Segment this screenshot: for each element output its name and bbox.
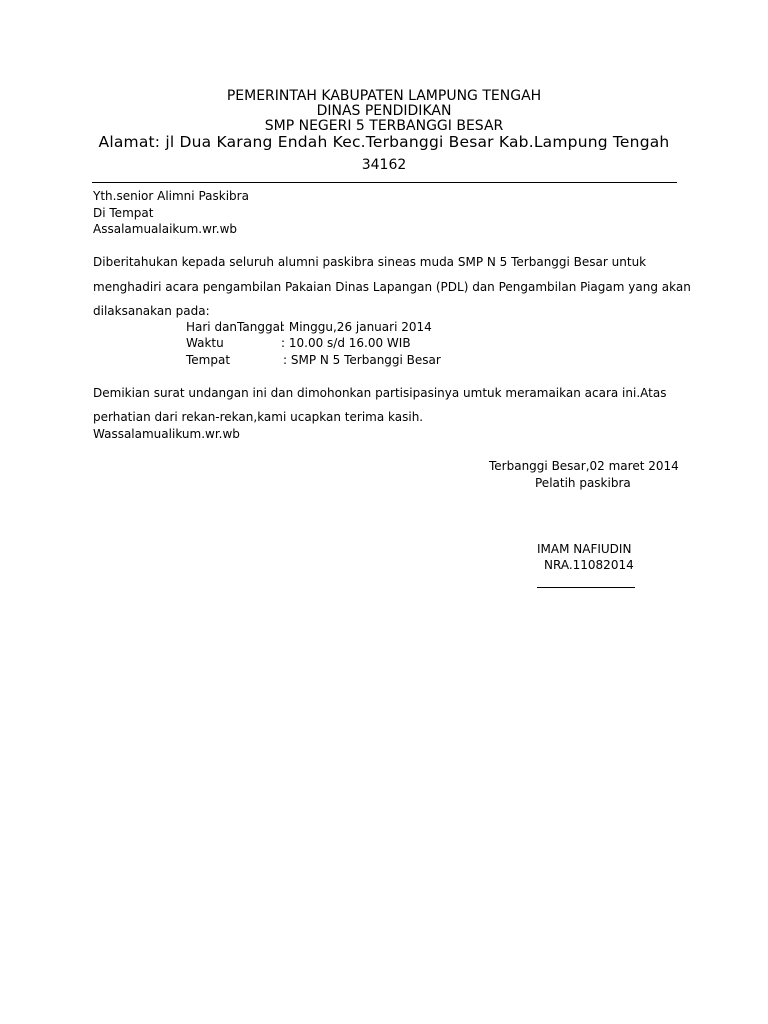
- signatory-name: IMAM NAFIUDIN: [537, 542, 632, 556]
- detail-value-time: : 10.00 s/d 16.00 WIB: [281, 336, 411, 350]
- detail-label-time: Waktu: [186, 336, 224, 350]
- letterhead-department: DINAS PENDIDIKAN: [316, 103, 452, 119]
- signature-underline: [537, 587, 635, 588]
- detail-value-place: : SMP N 5 Terbanggi Besar: [283, 353, 441, 367]
- closing-greeting: Wassalamualikum.wr.wb: [93, 427, 240, 441]
- detail-label-place: Tempat: [186, 353, 231, 367]
- body-paragraph-2-line-1: Demikian surat undangan ini dan dimohonkan partisipasinya umtuk meramaikan acara ini.Atas: [93, 386, 667, 400]
- body-paragraph-1-line-2: menghadiri acara pengambilan Pakaian Dinas Lapangan (PDL) dan Pengambilan Piagam yang akan: [93, 280, 691, 294]
- letterhead-government: PEMERINTAH KABUPATEN LAMPUNG TENGAH: [226, 88, 542, 104]
- detail-value-date: : Minggu,26 januari 2014: [281, 320, 432, 334]
- recipient-place: Di Tempat: [93, 206, 154, 220]
- header-divider: [92, 182, 677, 183]
- recipient-line: Yth.senior Alimni Paskibra: [93, 189, 249, 203]
- body-paragraph-1-line-1: Diberitahukan kepada seluruh alumni paskibra sineas muda SMP N 5 Terbanggi Besar untuk: [93, 255, 647, 269]
- opening-greeting: Assalamualaikum.wr.wb: [93, 222, 238, 236]
- body-paragraph-2-line-2: perhatian dari rekan-rekan,kami ucapkan terima kasih.: [93, 410, 424, 424]
- detail-label-date: Hari danTanggal: [186, 320, 284, 334]
- letterhead-address: Alamat: jl Dua Karang Endah Kec.Terbanggi Besar Kab.Lampung Tengah: [98, 133, 670, 151]
- letterhead-postal-code: 34162: [361, 157, 407, 173]
- signature-title: Pelatih paskibra: [535, 476, 631, 490]
- letterhead-school: SMP NEGERI 5 TERBANGGI BESAR: [264, 118, 504, 134]
- body-paragraph-1-line-3: dilaksanakan pada:: [93, 304, 210, 318]
- signatory-nra: NRA.11082014: [544, 558, 634, 572]
- signature-place-date: Terbanggi Besar,02 maret 2014: [489, 459, 679, 473]
